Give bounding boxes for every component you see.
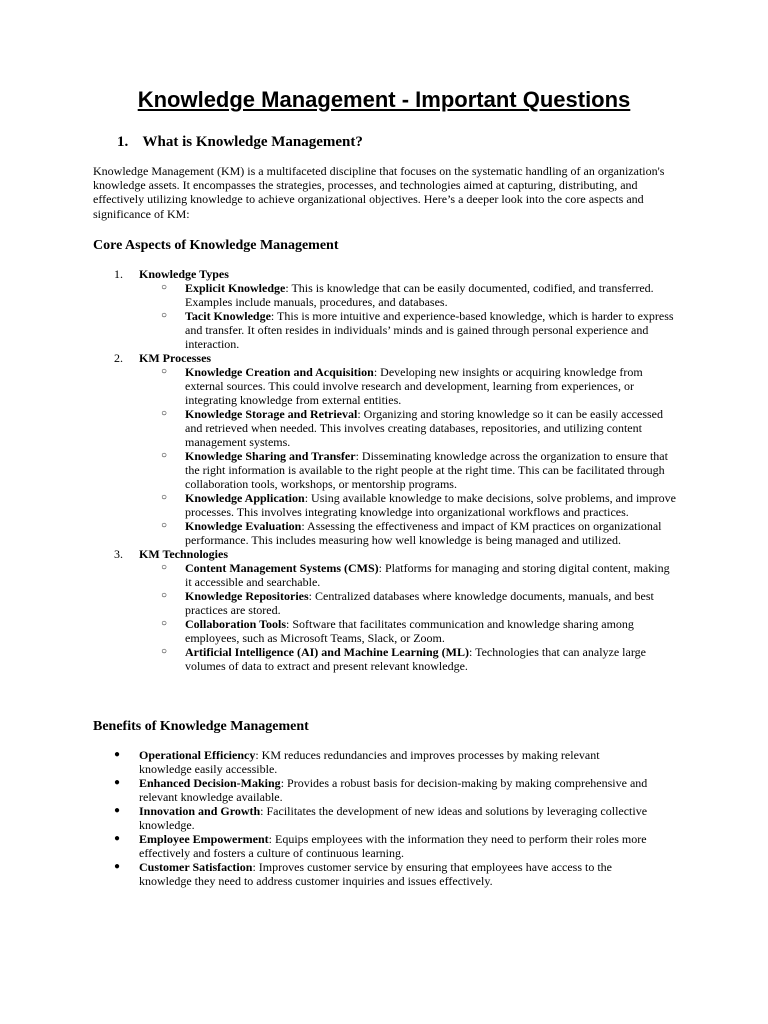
sub-item-term: Knowledge Sharing and Transfer — [185, 449, 356, 463]
sub-item-text: : Using available knowledge to make decisions, solve problems, and improve processes. This involves integrating knowledge into organizational workflows and practices. — [185, 491, 676, 519]
benefit-item — [93, 860, 653, 888]
benefits-list — [93, 748, 653, 888]
sub-item-text: : This is more intuitive and experience-based knowledge, which is harder to express and transfer. It often resides in individuals’ minds and is gained through personal experience and interaction. — [185, 309, 674, 351]
sub-item-term: Explicit Knowledge — [185, 281, 286, 295]
sub-item-text: : Centralized databases where knowledge documents, manuals, and best practices are stored. — [185, 589, 654, 617]
sub-item — [139, 561, 678, 589]
core-item-label: Knowledge Types — [139, 267, 229, 281]
sub-item-text: : Assessing the effectiveness and impact of KM practices on organizational performance. This includes measuring how well knowledge is being managed and utilized. — [185, 519, 662, 547]
sub-item-term: Knowledge Storage and Retrieval — [185, 407, 358, 421]
sub-list — [139, 281, 678, 351]
benefit-item — [93, 776, 653, 804]
core-item — [93, 547, 678, 673]
sub-item — [139, 589, 678, 617]
circle-bullet-icon: ○ — [161, 562, 168, 573]
sub-item — [139, 617, 678, 645]
sub-list — [139, 561, 678, 673]
bullet-icon: ● — [114, 749, 121, 760]
circle-bullet-icon: ○ — [161, 618, 168, 629]
benefit-term: Employee Empowerment — [139, 832, 269, 846]
benefit-text: : Equips employees with the information they need to perform their roles more effectively and fosters a culture of continuous learning. — [139, 832, 647, 860]
sub-item-text: : Disseminating knowledge across the organization to ensure that the right information is available to the right people at the right time. This can be facilitated through collaboration tools, workshops, or mentorship programs. — [185, 449, 668, 491]
benefit-item — [93, 748, 653, 776]
benefit-text: : Improves customer service by ensuring that employees have access to the knowledge they need to address customer inquiries and issues effectively. — [139, 860, 612, 888]
question-number: 1. — [117, 134, 129, 150]
sub-item — [139, 407, 678, 449]
document-title: Knowledge Management - Important Questions — [137, 87, 631, 112]
benefit-text: : Facilitates the development of new ideas and solutions by leveraging collective knowledge. — [139, 804, 648, 832]
intro-paragraph: Knowledge Management (KM) is a multifaceted discipline that focuses on the systematic handling of an organization's knowledge assets. It encompasses the strategies, processes, and technologies aimed at capturing, distributing, and effectively utilizing knowledge to achieve organizational objectives. Here’s a deeper look into the core aspects and significance of KM: — [93, 164, 665, 221]
question-text: What is Knowledge Management? — [142, 134, 363, 150]
core-item — [93, 267, 678, 351]
core-item-number: 3. — [114, 547, 123, 561]
sub-item-term: Knowledge Evaluation — [185, 519, 302, 533]
circle-bullet-icon: ○ — [161, 450, 168, 461]
sub-item — [139, 645, 678, 673]
sub-item-text: : Technologies that can analyze large volumes of data to extract and present relevant knowledge. — [185, 645, 646, 673]
benefit-term: Innovation and Growth — [139, 804, 261, 818]
core-aspects-heading: Core Aspects of Knowledge Management — [93, 238, 339, 253]
benefit-term: Customer Satisfaction — [139, 860, 253, 874]
sub-item-term: Knowledge Repositories — [185, 589, 309, 603]
bullet-icon: ● — [114, 833, 121, 844]
circle-bullet-icon: ○ — [161, 590, 168, 601]
bullet-icon: ● — [114, 805, 121, 816]
benefit-text: : Provides a robust basis for decision-making by making comprehensive and relevant knowledge available. — [139, 776, 648, 804]
sub-item — [139, 449, 678, 491]
bullet-icon: ● — [114, 861, 121, 872]
sub-item-term: Knowledge Application — [185, 491, 305, 505]
benefit-term: Enhanced Decision-Making — [139, 776, 281, 790]
core-item-label: KM Processes — [139, 351, 212, 365]
core-item-number: 2. — [114, 351, 123, 365]
circle-bullet-icon: ○ — [161, 408, 168, 419]
benefit-item — [93, 804, 653, 832]
sub-item — [139, 491, 678, 519]
sub-list — [139, 365, 678, 547]
question-heading — [117, 133, 363, 151]
core-item-label: KM Technologies — [139, 547, 229, 561]
benefit-term: Operational Efficiency — [139, 748, 256, 762]
circle-bullet-icon: ○ — [161, 492, 168, 503]
benefit-item — [93, 832, 653, 860]
sub-item-text: : This is knowledge that can be easily documented, codified, and transferred. Examples include manuals, procedures, and databases. — [185, 281, 654, 309]
circle-bullet-icon: ○ — [161, 282, 168, 293]
sub-item-text: : Developing new insights or acquiring knowledge from external sources. This could involve research and development, learning from experiences, or integrating knowledge from external entities. — [185, 365, 643, 407]
benefits-heading: Benefits of Knowledge Management — [93, 719, 309, 734]
core-item — [93, 351, 678, 547]
sub-item — [139, 281, 678, 309]
sub-item-text: : Platforms for managing and storing digital content, making it accessible and searchable. — [185, 561, 670, 589]
sub-item-term: Content Management Systems (CMS) — [185, 561, 379, 575]
core-item-number: 1. — [114, 267, 123, 281]
bullet-icon: ● — [114, 777, 121, 788]
sub-item-text: : Organizing and storing knowledge so it can be easily accessed and retrieved when needed. This involves creating databases, repositories, and utilizing content management systems. — [185, 407, 664, 449]
core-aspects-list — [93, 267, 678, 673]
circle-bullet-icon: ○ — [161, 520, 168, 531]
circle-bullet-icon: ○ — [161, 646, 168, 657]
sub-item-text: : Software that facilitates communication and knowledge sharing among employees, such as Microsoft Teams, Slack, or Zoom. — [185, 617, 634, 645]
sub-item-term: Knowledge Creation and Acquisition — [185, 365, 374, 379]
sub-item — [139, 519, 678, 547]
benefit-text: : KM reduces redundancies and improves processes by making relevant knowledge easily accessible. — [139, 748, 600, 776]
circle-bullet-icon: ○ — [161, 310, 168, 321]
sub-item — [139, 309, 678, 351]
sub-item — [139, 365, 678, 407]
sub-item-term: Tacit Knowledge — [185, 309, 271, 323]
sub-item-term: Collaboration Tools — [185, 617, 287, 631]
sub-item-term: Artificial Intelligence (AI) and Machine Learning (ML) — [185, 645, 469, 659]
circle-bullet-icon: ○ — [161, 366, 168, 377]
